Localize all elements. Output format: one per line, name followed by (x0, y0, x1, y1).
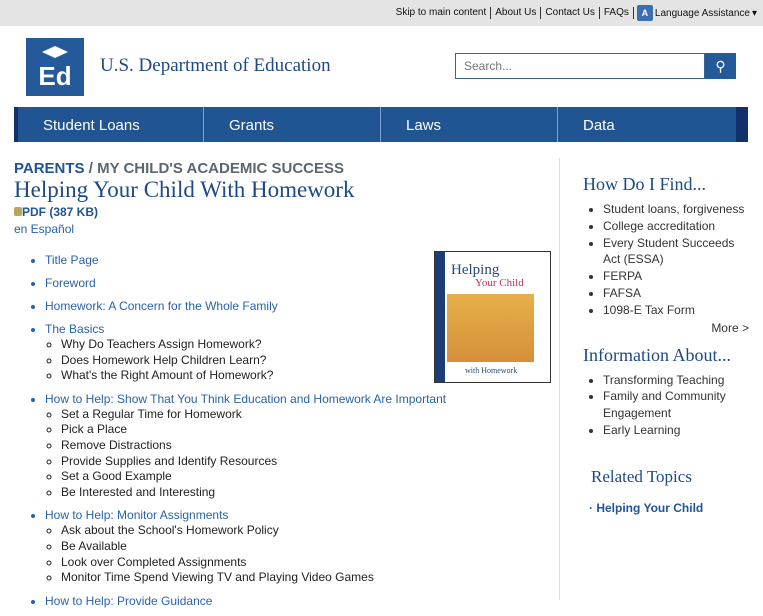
main-content (14, 160, 554, 616)
cover-footer: with Homework (465, 366, 518, 375)
related-link-label: Helping Your Child (596, 500, 704, 515)
search-icon: ⚲ (715, 57, 726, 74)
find-item[interactable]: • Every Student Succeeds Act (ESSA) (603, 235, 753, 269)
toc-subitem: ◦ Ask about the School's Homework Policy (61, 523, 554, 539)
toc-link[interactable]: How to Help: Show That You Think Education and Homework Are Important (45, 391, 447, 406)
toc-sublist (61, 523, 554, 585)
related-link[interactable]: · Helping Your Child (589, 500, 704, 515)
toc-link[interactable]: Homework: A Concern for the Whole Family (45, 299, 278, 313)
star-stripe (435, 252, 445, 382)
page-title: Helping Your Child With Homework (14, 177, 355, 202)
about-us-link[interactable]: About Us (491, 7, 541, 19)
language-label: Language Assistance (654, 7, 750, 19)
language-assistance-dropdown[interactable] (634, 5, 757, 21)
breadcrumb-parents[interactable]: PARENTS (14, 160, 85, 177)
find-item[interactable]: • FAFSA (603, 285, 753, 302)
toc-subitem: ◦ Provide Supplies and Identify Resources (61, 454, 554, 470)
toc-subitem: ◦ Why Do Teachers Assign Homework? (61, 337, 554, 353)
faqs-link[interactable]: FAQs (600, 7, 634, 19)
nav-data[interactable]: Data (583, 117, 615, 134)
search-button[interactable] (705, 53, 736, 79)
find-item[interactable]: • 1098-E Tax Form (603, 302, 753, 319)
toc-link[interactable]: The Basics (45, 322, 105, 336)
cover-illustration (447, 294, 534, 362)
toc-item[interactable] (45, 507, 554, 585)
column-divider (559, 158, 560, 600)
logo-text: Ed (38, 61, 72, 91)
find-item[interactable]: • College accreditation (603, 218, 753, 235)
skip-link[interactable]: Skip to main content (392, 7, 492, 19)
toc-subitem: ◦ What's the Right Amount of Homework? (61, 368, 554, 384)
find-list (603, 201, 753, 319)
contact-us-link[interactable]: Contact Us (541, 7, 599, 19)
site-title[interactable]: U.S. Department of Education (100, 55, 331, 76)
nav-laws[interactable]: Laws (381, 107, 558, 142)
main-nav (14, 107, 748, 142)
utility-bar (0, 0, 763, 26)
toc-link[interactable]: How to Help: Provide Guidance (45, 593, 213, 608)
breadcrumb (14, 160, 554, 177)
toc-link[interactable]: How to Help: Monitor Assignments (45, 508, 229, 523)
pdf-label: PDF (387 KB) (22, 205, 99, 219)
nav-student-loans[interactable]: Student Loans (18, 107, 204, 142)
ed-logo[interactable] (26, 38, 84, 96)
toc-subitem: ◦ Be Interested and Interesting (61, 485, 554, 501)
cover-title: Helping (451, 262, 500, 278)
info-list (603, 372, 753, 439)
spanish-link[interactable]: en Español (14, 222, 75, 236)
sidebar (583, 174, 753, 515)
info-item[interactable]: • Early Learning (603, 422, 753, 439)
toc-subitem: ◦ Set a Good Example (61, 469, 554, 485)
info-item[interactable]: • Transforming Teaching (603, 372, 753, 389)
toc-sublist (61, 407, 554, 501)
info-heading: Information About... (583, 344, 731, 365)
toc-subitem: ◦ Pick a Place (61, 422, 554, 438)
find-item[interactable]: • Student loans, forgiveness (603, 201, 753, 218)
translate-icon: A (637, 5, 653, 21)
toc-link[interactable]: Foreword (45, 276, 96, 290)
toc-subitem: ◦ Monitor Time Spend Viewing TV and Playing Video Games (61, 570, 554, 586)
toc-item[interactable] (45, 593, 554, 609)
toc-subitem: ◦ Set a Regular Time for Homework (61, 407, 554, 423)
related-topics-heading: Related Topics (591, 466, 692, 486)
toc-subitem: ◦ Be Available (61, 539, 554, 555)
toc-link[interactable]: Title Page (45, 253, 99, 267)
toc-item[interactable] (45, 391, 554, 501)
info-item[interactable]: • Family and Community Engagement (603, 388, 753, 422)
toc-subitem: ◦ Look over Completed Assignments (61, 555, 554, 571)
cover-subtitle: Your Child (475, 277, 524, 289)
breadcrumb-current[interactable]: MY CHILD'S ACADEMIC SUCCESS (97, 160, 344, 177)
pdf-link[interactable] (14, 205, 554, 219)
book-cover-image (434, 251, 551, 383)
pdf-icon (14, 207, 22, 216)
caret-down-icon: ▾ (751, 7, 757, 19)
toc-subitem: ◦ Does Homework Help Children Learn? (61, 353, 554, 369)
breadcrumb-separator: / (88, 160, 93, 177)
nav-grants[interactable]: Grants (204, 107, 381, 142)
find-item[interactable]: • FERPA (603, 268, 753, 285)
find-heading: How Do I Find... (583, 174, 707, 194)
more-link[interactable]: More > (711, 320, 749, 335)
toc-subitem: ◦ Remove Distractions (61, 438, 554, 454)
graduation-cap-icon (42, 46, 68, 58)
search-input[interactable] (455, 53, 705, 79)
